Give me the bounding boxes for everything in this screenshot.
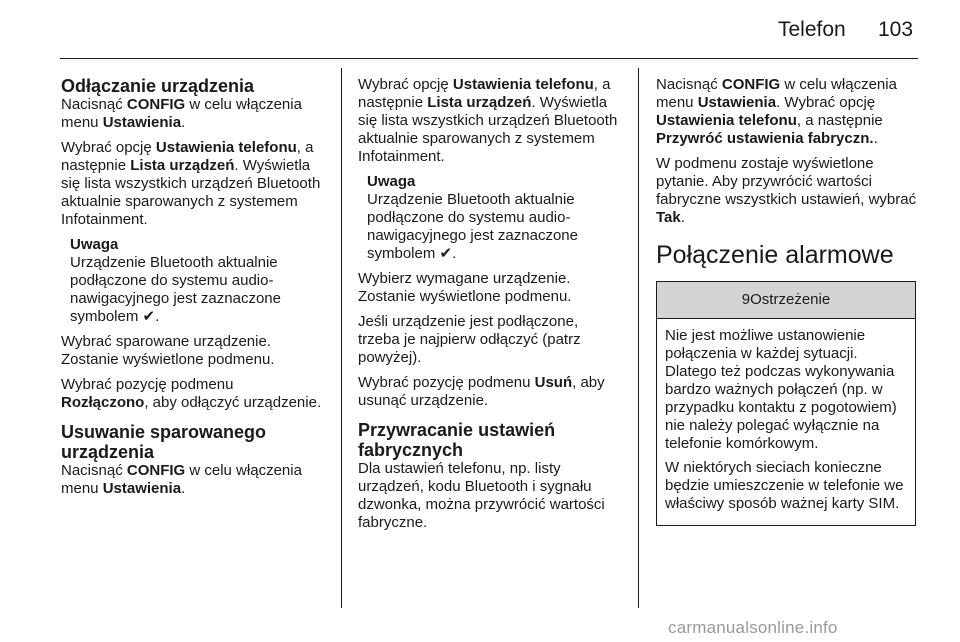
warning-paragraph: Nie jest możliwe ustanowienie połączenia w każdej sytuacji. Dlatego też podczas wykonywania bardzo ważnych połączeń (np. w przypadku kontaktu z pogotowiem) nie należy polegać wyłącznie na telefonie komórkowym. (665, 327, 897, 452)
paragraph: Wybierz wymagane urządzenie. Zostanie wyświetlone podmenu. (358, 270, 572, 305)
paragraph: Wybrać sparowane urządzenie. Zostanie wyświetlone podmenu. (61, 333, 275, 368)
column-3 (656, 76, 918, 526)
chapter-title: Połączenie alarmowe (656, 241, 894, 269)
paragraph: W podmenu zostaje wyświetlone pytanie. Aby przywrócić wartości fabryczne wszystkich ustawień, wybrać Tak. (656, 155, 917, 226)
warning-box (656, 281, 916, 526)
note (367, 173, 620, 263)
paragraph: Nacisnąć CONFIG w celu włączenia menu Ustawienia. (61, 96, 302, 131)
section-title: Usuwanie sparowanego urządzenia (61, 422, 267, 462)
note-text: Urządzenie Bluetooth aktualnie podłączone do systemu audio-nawigacyjnego jest zaznaczone symbolem ✔. (70, 254, 281, 325)
note-title: Uwaga (367, 173, 416, 190)
note (70, 236, 323, 326)
warning-title: Ostrzeżenie (750, 291, 831, 308)
warning-paragraph: W niektórych sieciach konieczne będzie umieszczenie w telefonie we właściwy sposób ważnej karty SIM. (665, 459, 904, 512)
paragraph: Jeśli urządzenie jest podłączone, trzeba je najpierw odłączyć (patrz powyżej). (358, 313, 581, 366)
warning-body (657, 319, 915, 525)
section-title: Odłączanie urządzenia (61, 76, 255, 96)
header-divider (60, 58, 918, 59)
paragraph: Wybrać pozycję podmenu Usuń, aby usunąć urządzenie. (358, 374, 605, 409)
warning-icon: 9 (741, 291, 751, 308)
paragraph: Nacisnąć CONFIG w celu włączenia menu Ustawienia. Wybrać opcję Ustawienia telefonu, a następnie Przywróć ustawienia fabryczn.. (656, 76, 897, 147)
column-1 (61, 76, 323, 505)
paragraph: Wybrać pozycję podmenu Rozłączono, aby odłączyć urządzenie. (61, 376, 322, 411)
watermark: carmanualsonline.info (668, 618, 838, 637)
note-text: Urządzenie Bluetooth aktualnie podłączone do systemu audio-nawigacyjnego jest zaznaczone symbolem ✔. (367, 191, 578, 262)
warning-header (657, 282, 915, 319)
page-number: 103 (878, 18, 914, 41)
paragraph: Wybrać opcję Ustawienia telefonu, a następnie Lista urządzeń. Wyświetla się lista wszystkich urządzeń Bluetooth aktualnie sparowanych z systemem Infotainment. (358, 76, 618, 165)
paragraph: Dla ustawień telefonu, np. listy urządzeń, kodu Bluetooth i sygnału dzwonka, można przywrócić wartości fabryczne. (358, 460, 605, 531)
page-header-title: Telefon (778, 18, 846, 41)
paragraph: Nacisnąć CONFIG w celu włączenia menu Ustawienia. (61, 462, 302, 497)
section-title: Przywracanie ustawień fabrycznych (358, 420, 556, 460)
column-divider (638, 68, 639, 608)
note-title: Uwaga (70, 236, 119, 253)
column-divider (341, 68, 342, 608)
paragraph: Wybrać opcję Ustawienia telefonu, a następnie Lista urządzeń. Wyświetla się lista wszystkich urządzeń Bluetooth aktualnie sparowanych z systemem Infotainment. (61, 139, 321, 228)
column-2 (358, 76, 620, 539)
